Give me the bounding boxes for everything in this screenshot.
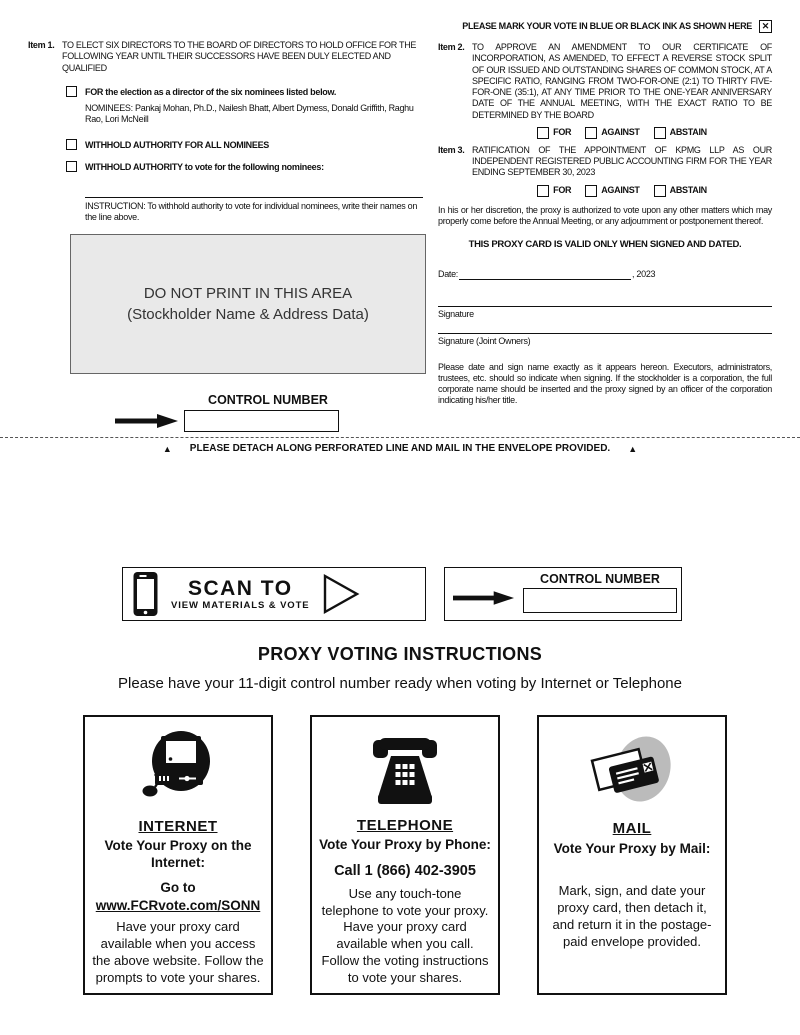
item2	[438, 42, 772, 121]
withhold-all-checkbox[interactable]	[66, 139, 77, 150]
valid-note: THIS PROXY CARD IS VALID ONLY WHEN SIGNED AND DATED.	[468, 239, 742, 250]
item3-vote-row	[472, 185, 772, 197]
item3-for-label: FOR	[553, 184, 572, 195]
item1	[28, 40, 426, 74]
item3	[438, 145, 772, 179]
mark-vote-note	[438, 20, 772, 33]
internet-method-box	[83, 715, 273, 995]
telephone-number: Call 1 (866) 402-3905	[334, 862, 476, 879]
control-number-field-bottom[interactable]	[523, 588, 677, 613]
option-withhold-all-row	[66, 139, 426, 151]
detach-triangle-icon: ▲	[162, 443, 172, 454]
date-suffix: , 2023	[632, 268, 656, 279]
perforation-line	[0, 437, 800, 438]
signature-joint-label: Signature (Joint Owners)	[438, 336, 531, 347]
mail-subtitle: Vote Your Proxy by Mail:	[553, 840, 711, 856]
discretion-text: In his or her discretion, the proxy is authorized to vote upon any other matters which may properly come before the Annual Meeting, or any adjournment or postponement thereof.	[438, 204, 772, 226]
item3-abstain-option	[654, 185, 707, 197]
page-title: PROXY VOTING INSTRUCTIONS	[257, 644, 543, 664]
detach-text: PLEASE DETACH ALONG PERFORATED LINE AND MAIL IN THE ENVELOPE PROVIDED.	[189, 443, 611, 454]
control-number-label: CONTROL NUMBER	[208, 392, 328, 407]
item2-abstain-label: ABSTAIN	[669, 127, 707, 138]
signature-line[interactable]	[438, 306, 772, 320]
mail-body: Mark, sign, and date your proxy card, then detach it, and return it in the postage-paid envelope provided.	[552, 882, 712, 949]
smartphone-icon	[132, 571, 159, 617]
detach-triangle-icon: ▲	[628, 443, 638, 454]
option-withhold-all-label: WITHHOLD AUTHORITY FOR ALL NOMINEES	[85, 139, 269, 150]
page-subtitle: Please have your 11-digit control number ready when voting by Internet or Telephone	[118, 675, 682, 692]
item3-label: Item 3.	[438, 144, 465, 155]
item2-label: Item 2.	[438, 42, 465, 52]
arrow-right-icon	[115, 413, 179, 429]
item2-for-checkbox[interactable]	[537, 127, 549, 139]
item3-against-checkbox[interactable]	[585, 185, 597, 197]
internet-subtitle: Vote Your Proxy on the Internet:	[104, 838, 252, 870]
control-number-field[interactable]	[184, 410, 339, 432]
address-box-line1: DO NOT PRINT IN THIS AREA	[143, 284, 353, 302]
item2-vote-row	[472, 127, 772, 139]
telephone-method-box	[310, 715, 500, 995]
address-window-box	[70, 234, 426, 374]
x-mark-icon: ✕	[759, 20, 772, 33]
item2-text: TO APPROVE AN AMENDMENT TO OUR CERTIFICATE OF INCORPORATION, AS AMENDED, TO EFFECT A REVERSE STOCK SPLIT OF OUR ISSUED AND OUTSTANDING SHARES OF COMMON STOCK, AT A SPECIFIC RATIO, RANGING FROM TWO-FOR-ONE (2:1) TO THIRTY FIVE-FOR-ONE (35:1), AT ANY TIME PRIOR TO THE ONE-YEAR ANNIVERSARY DATE OF THE ANNUAL MEETING, WITH THE EXACT RATIO TO BE DETERMINED BY THE BOARD	[472, 42, 772, 120]
item2-for-label: FOR	[553, 127, 572, 138]
instruction-text: INSTRUCTION: To withhold authority to vote for individual nominees, write their names on the line above.	[85, 201, 418, 223]
item3-for-checkbox[interactable]	[537, 185, 549, 197]
date-row	[438, 269, 772, 280]
item2-against-label: AGAINST	[601, 127, 640, 138]
option-withhold-named-label: WITHHOLD AUTHORITY to vote for the following nominees:	[85, 161, 324, 172]
internet-title: INTERNET	[138, 817, 218, 835]
item3-text: RATIFICATION OF THE APPOINTMENT OF KPMG LLP AS OUR INDEPENDENT REGISTERED PUBLIC ACCOUNTING FIRM FOR THE YEAR ENDING SEPTEMBER 30, 2023	[472, 144, 772, 178]
telephone-subtitle: Vote Your Proxy by Phone:	[319, 837, 491, 853]
arrow-right-icon	[453, 590, 515, 606]
withhold-named-checkbox[interactable]	[66, 161, 77, 172]
address-box-line2: (Stockholder Name & Address Data)	[127, 305, 369, 323]
option-for-row	[66, 86, 426, 98]
internet-body: Have your proxy card available when you access the above website. Follow the prompts to vote your shares.	[92, 919, 264, 986]
internet-action	[92, 879, 264, 914]
option-for-label: FOR the election as a director of the six nominees listed below.	[85, 86, 337, 97]
telephone-icon	[366, 725, 444, 814]
item2-against-option	[585, 127, 639, 139]
control-number-label-bottom: CONTROL NUMBER	[540, 572, 660, 586]
for-checkbox[interactable]	[66, 86, 77, 97]
telephone-title: TELEPHONE	[356, 816, 454, 834]
date-label: Date:	[438, 268, 459, 279]
mark-vote-note-text: PLEASE MARK YOUR VOTE IN BLUE OR BLACK INK AS SHOWN HERE	[462, 20, 752, 31]
item3-abstain-label: ABSTAIN	[669, 184, 707, 195]
item1-text: TO ELECT SIX DIRECTORS TO THE BOARD OF DIRECTORS TO HOLD OFFICE FOR THE FOLLOWING YEAR UNTIL THEIR SUCCESSORS HAVE BEEN DULY ELECTED AND QUALIFIED	[62, 40, 417, 73]
scan-subtitle: VIEW MATERIALS & VOTE	[171, 599, 310, 611]
telephone-body: Use any touch-tone telephone to vote your proxy. Have your proxy card available when you call. Follow the voting instructions to vote your shares.	[321, 885, 489, 986]
detach-note	[0, 443, 800, 454]
voting-methods	[83, 715, 729, 995]
control-number-panel	[444, 567, 682, 621]
proxy-card-right-column	[438, 20, 772, 407]
internet-action-prefix: Go to	[160, 880, 196, 896]
mail-envelope-icon	[585, 725, 679, 817]
control-number-row	[115, 410, 426, 432]
item2-for-option	[537, 127, 571, 139]
item2-abstain-checkbox[interactable]	[654, 127, 666, 139]
mail-title: MAIL	[612, 820, 652, 837]
scan-text	[171, 578, 310, 611]
nominees-text: NOMINEES: Pankaj Mohan, Ph.D., Nailesh Bhatt, Albert Dymess, Donald Griffith, Raghu Rao, Lori McNeill	[85, 103, 414, 125]
sign-note: Please date and sign name exactly as it appears hereon. Executors, administrators, trustees, etc. should so indicate when signing. If the stockholder is a corporation, the full corporate name should be inserted and the proxy signed by an officer of the corporation indicating his/her title.	[438, 361, 772, 406]
date-line[interactable]	[459, 270, 631, 280]
item3-abstain-checkbox[interactable]	[654, 185, 666, 197]
option-withhold-named-row	[66, 161, 426, 173]
computer-icon	[138, 725, 218, 815]
item3-against-label: AGAINST	[601, 184, 640, 195]
scan-to-vote-panel	[122, 567, 426, 621]
withhold-names-line[interactable]	[85, 197, 423, 224]
item3-against-option	[585, 185, 639, 197]
mail-method-box	[537, 715, 727, 995]
item3-for-option	[537, 185, 571, 197]
signature-label: Signature	[438, 309, 474, 320]
proxy-card-left-column	[28, 40, 426, 432]
scan-title: SCAN TO	[187, 576, 293, 600]
item2-abstain-option	[654, 127, 707, 139]
play-triangle-icon	[322, 573, 360, 615]
internet-vote-url[interactable]: www.FCRvote.com/SONN	[95, 897, 261, 913]
item1-label: Item 1.	[28, 40, 55, 50]
signature-joint-line[interactable]	[438, 333, 772, 347]
item2-against-checkbox[interactable]	[585, 127, 597, 139]
